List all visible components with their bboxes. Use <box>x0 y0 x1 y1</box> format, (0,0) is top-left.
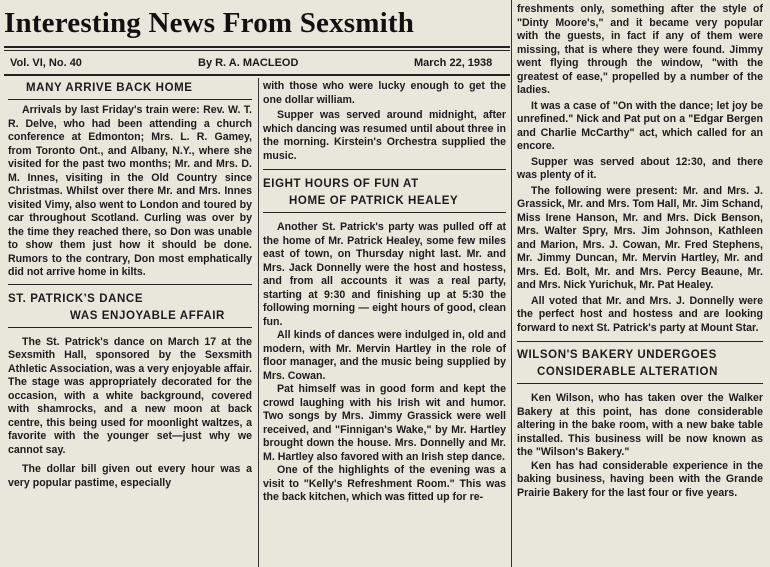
headline-enjoyable-affair: WAS ENJOYABLE AFFAIR <box>70 309 225 322</box>
headline-underline <box>263 212 506 213</box>
article-dance-case-text: It was a case of "On with the dance; let joy be unrefined." Nick and Pat put on a "Edgar Bergen and Charlie McCarthy" act, which called for an encore. <box>517 99 763 152</box>
masthead-rule-top <box>4 46 510 48</box>
headline-eight-hours: EIGHT HOURS OF FUN AT <box>263 178 419 190</box>
article-separator <box>517 341 763 342</box>
article-supper-text: Supper was served around midnight, after which dancing was resumed until about three in the morning. Kirstein's Orchestra supplied the music. <box>263 109 506 162</box>
article-refreshments-text: freshments only, something after the style of "Dinty Moore's," and it became very popular with the guests, in fact if any of them were missing, that is where they were found. Jimmy went flying through the window, "with the greatest of ease," propelled by a number of the ladies. <box>517 3 763 96</box>
article-voted-text: All voted that Mr. and Mrs. J. Donnelly were the perfect host and hostess and are looking forward to next St. Patrick's party at Mount Star. <box>517 294 763 334</box>
article-arrivals-text: Arrivals by last Friday's train were: Rev. W. T. R. Delve, who had been attending a church conference at Edmonton; Mrs. L. R. Gamey, from Toronto Ont., and Albany, N.Y., where she visited for the past two months; Mr. and Mrs. D. M. Innes, visiting in the Old Country since Christmas. Whilst over there Mr. and Mrs. Innes visited Vimy, also went to London and toured by car throughout Scotland. Curling was over by the time they reached there, so Don was unable to show them just how it should be done. Rumors to the contrary, Don most emphatically did not arrive home in kilts. <box>8 104 252 278</box>
headline-considerable-alteration: CONSIDERABLE ALTERATION <box>537 366 718 378</box>
headline-patrick-healey: HOME OF PATRICK HEALEY <box>289 195 459 207</box>
headline-underline <box>8 99 252 100</box>
article-dance-continuation: with those who were lucky enough to get the one dollar william. <box>263 80 506 106</box>
headline-underline <box>517 383 763 384</box>
article-bakery-experience-text: Ken has had considerable experience in the baking business, having been with the Grande Prairie Bakery for the last four or five years. <box>517 459 763 499</box>
column-3 <box>517 3 763 567</box>
headline-underline <box>8 327 252 328</box>
masthead-rule-mid <box>4 50 510 51</box>
column-divider-1 <box>258 78 259 567</box>
headline-many-arrive: MANY ARRIVE BACK HOME <box>26 82 193 94</box>
issue-date: March 22, 1938 <box>414 57 493 69</box>
headline-st-patricks-dance: ST. PATRICK'S DANCE <box>8 292 144 305</box>
volume-number: Vol. VI, No. 40 <box>10 57 82 69</box>
article-pat-text: Pat himself was in good form and kept the crowd laughing with his Irish wit and humor. Two songs by Mrs. Jimmy Grassick were well received, and "Finnigan's Wake," by Mr. Hartley brought down the house. Mrs. Donnelly and Mr. M. Hartley also favored with an Irish step dance. <box>263 383 506 463</box>
article-dances-text: All kinds of dances were indulged in, old and modern, with Mr. Mervin Hartley in the role of floor manager, and the music being supplied by Mrs. Cowan. <box>263 329 506 382</box>
column-divider-2 <box>511 0 512 567</box>
article-bakery-text: Ken Wilson, who has taken over the Walker Bakery at this point, has done considerable altering in the bake room, with a new bake table installed. This business will be now known as the "Wilson's Bakery." <box>517 392 763 458</box>
column-1 <box>8 80 252 567</box>
article-separator <box>8 284 252 285</box>
article-attendees-text: The following were present: Mr. and Mrs. J. Grassick, Mr. and Mrs. Tom Hall, Mr. Jim Schand, Miss Irene Hanson, Mr. and Mrs. Dick Benson, Mrs. Walter Spry, Mrs. Jim Johnson, Kathleen and Marion, Mrs. J. Cowan, Mr. Fred Stephens, Mr. Jimmy Duncan, Mr. Mervin Hartley, Mr. and Mrs. Ed. Bolt, Mr. and Mrs. Percy Beaune, Mr. and Mrs. Nick Yurichuk, Mr. Pat Healey. <box>517 184 763 291</box>
issue-info-bar <box>10 55 510 71</box>
article-dance-text-cont: The dollar bill given out every hour was a very popular pastime, especially <box>8 463 252 489</box>
article-supper-served-text: Supper was served about 12:30, and there was plenty of it. <box>517 155 763 181</box>
masthead-title: Interesting News From Sexsmith <box>4 7 415 39</box>
article-separator <box>263 169 506 170</box>
byline: By R. A. MACLEOD <box>198 57 299 69</box>
headline-wilsons-bakery: WILSON'S BAKERY UNDERGOES <box>517 349 717 361</box>
article-dance-text: The St. Patrick's dance on March 17 at the Sexsmith Hall, sponsored by the Sexsmith Athletic Association, was a very enjoyable affair. The stage was appropriately decorated for the occasion, with a white background, covered with shamrocks, and a new moon at back centre, this being used for moonlight waltzes, a favorite with the younger set—just why we cannot say. <box>8 335 252 456</box>
infobar-rule <box>4 74 510 76</box>
column-2 <box>263 80 506 567</box>
article-healey-text: Another St. Patrick's party was pulled off at the home of Mr. Patrick Healey, some few miles east of town, on Thursday night last. Mr. and Mrs. Jack Donnelly were the host and hostess, and from all accounts it was a real party, starting at 9:30 and finishing up at 5:30 the following morning — eight hours of good, clean fun. <box>263 221 506 328</box>
article-highlights-text: One of the highlights of the evening was a visit to "Kelly's Refreshment Room." This was the back kitchen, which was fitted up for re- <box>263 464 506 503</box>
